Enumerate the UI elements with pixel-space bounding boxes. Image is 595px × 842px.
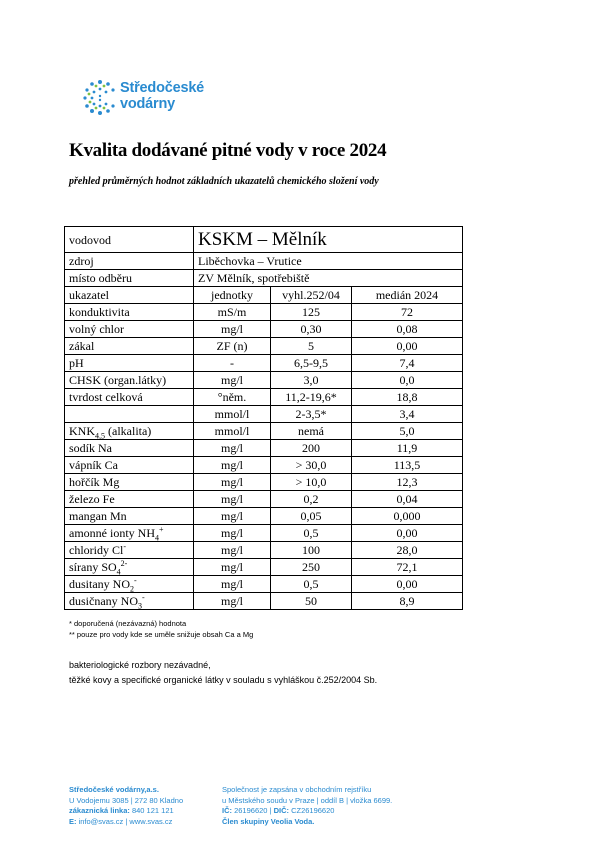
vodovod-label: vodovod [65,227,194,253]
parameter-name: dusičnany $NO_3^-$ [65,593,194,610]
quality-table [64,226,463,610]
page-subtitle: přehled průměrných hodnot základních ukazatelů chemického složení vody [69,176,379,187]
company-logo [80,78,240,118]
table-row [65,559,463,576]
parameter-unit: mg/l [194,321,271,338]
parameter-name: zákal [65,338,194,355]
page-title: Kvalita dodávané pitné vody v roce 2024 [69,140,387,161]
header-jednotky: jednotky [194,287,271,304]
parameter-unit: mg/l [194,576,271,593]
parameter-name: hořčík Mg [65,474,194,491]
footer-company-info [69,785,183,827]
logo-text [120,80,204,112]
parameter-unit: mg/l [194,508,271,525]
parameter-limit: 250 [271,559,352,576]
parameter-name: volný chlor [65,321,194,338]
parameter-median: 7,4 [352,355,463,372]
bakteriology-note [69,658,377,688]
parameter-unit: mmol/l [194,423,271,440]
table-row [65,406,463,423]
parameter-median: 3,4 [352,406,463,423]
parameter-unit: ZF (n) [194,338,271,355]
parameter-limit: 2-3,5* [271,406,352,423]
logo-line1: Středočeské [120,80,205,96]
parameter-unit: - [194,355,271,372]
footnotes [69,618,253,640]
parameter-unit: mg/l [194,372,271,389]
zdroj-row [65,253,463,270]
parameter-unit: mg/l [194,474,271,491]
parameter-name: sodík Na [65,440,194,457]
logo-line2: vodárny [120,96,176,112]
footer-address: U Vodojemu 3085 | 272 80 Kladno [69,795,184,805]
zdroj-value: Liběchovka – Vrutice [194,253,463,270]
table-row [65,440,463,457]
logo-dots-icon [80,78,120,118]
parameter-unit: mg/l [194,491,271,508]
parameter-limit: 125 [271,304,352,321]
table-row [65,525,463,542]
table-row [65,593,463,610]
parameter-name: amonné ionty $NH_4^+$ [65,525,194,542]
parameter-median: 72 [352,304,463,321]
table-row [65,304,463,321]
parameter-unit: mS/m [194,304,271,321]
parameter-median: 5,0 [352,423,463,440]
parameter-name: pH [65,355,194,372]
table-row [65,355,463,372]
parameter-median: 0,0 [352,372,463,389]
footnote-2: ** pouze pro vody kde se uměle snižuje obsah Ca a Mg [69,630,254,639]
parameter-median: 113,5 [352,457,463,474]
table-row [65,576,463,593]
footer-ids: IČ: 26196620 | DIČ: CZ26196620 [222,806,335,815]
header-row [65,287,463,304]
header-ukazatel: ukazatel [65,287,194,304]
parameter-median: 0,00 [352,338,463,355]
misto-label: místo odběru [65,270,194,287]
table-row [65,542,463,559]
parameter-median: 8,9 [352,593,463,610]
parameter-limit: > 10,0 [271,474,352,491]
bakt-line1: bakteriologické rozbory nezávadné, [69,660,211,670]
footer-registry-info [222,785,392,827]
parameter-median: 0,00 [352,576,463,593]
parameter-median: 72,1 [352,559,463,576]
parameter-unit: mg/l [194,525,271,542]
parameter-limit: 0,05 [271,508,352,525]
parameter-name: mangan Mn [65,508,194,525]
footnote-1: * doporučená (nezávazná) hodnota [69,619,187,628]
bakt-line2: těžké kovy a specifické organické látky v souladu s vyhláškou č.252/2004 Sb. [69,675,378,685]
parameter-limit: 50 [271,593,352,610]
parameter-name: sírany $SO_4^{2-}$ [65,559,194,576]
table-row [65,338,463,355]
parameter-limit: 0,2 [271,491,352,508]
parameter-limit: 5 [271,338,352,355]
parameter-unit: °něm. [194,389,271,406]
table-row [65,321,463,338]
parameter-name: $KNK_{4,5}$ (alkalita) [65,423,194,440]
header-median: medián 2024 [352,287,463,304]
parameter-unit: mg/l [194,593,271,610]
parameter-unit: mmol/l [194,406,271,423]
parameter-limit: 6,5-9,5 [271,355,352,372]
footer-registry-line1: Společnost je zapsána v obchodním rejstříku [222,785,372,794]
parameter-median: 0,000 [352,508,463,525]
parameter-name: dusitany $NO_2^-$ [65,576,194,593]
footer-company-name: Středočeské vodárny,a.s. [69,785,159,794]
footer-group: Člen skupiny Veolia Voda. [222,816,315,826]
parameter-limit: nemá [271,423,352,440]
header-limit: vyhl.252/04 [271,287,352,304]
parameter-median: 11,9 [352,440,463,457]
parameter-median: 18,8 [352,389,463,406]
parameter-name: tvrdost celková [65,389,194,406]
parameter-limit: > 30,0 [271,457,352,474]
parameter-median: 0,00 [352,525,463,542]
table-row [65,491,463,508]
parameter-median: 28,0 [352,542,463,559]
misto-value: ZV Mělník, spotřebiště [194,270,463,287]
zdroj-label: zdroj [65,253,194,270]
parameter-unit: mg/l [194,542,271,559]
parameter-median: 12,3 [352,474,463,491]
parameter-limit: 200 [271,440,352,457]
parameter-limit: 0,5 [271,525,352,542]
parameter-unit: mg/l [194,457,271,474]
table-row [65,508,463,525]
vodovod-value: KSKM – Mělník [194,227,463,253]
parameter-limit: 0,5 [271,576,352,593]
parameter-name: konduktivita [65,304,194,321]
parameter-limit: 100 [271,542,352,559]
parameter-name [65,406,194,423]
parameter-limit: 0,30 [271,321,352,338]
parameter-name: železo Fe [65,491,194,508]
table-row [65,423,463,440]
parameter-median: 0,04 [352,491,463,508]
vodovod-row [65,227,463,253]
parameter-name: CHSK (organ.látky) [65,372,194,389]
parameter-limit: 11,2-19,6* [271,389,352,406]
parameter-name: chloridy Cl- [65,542,194,559]
footer-registry-line2: u Městského soudu v Praze | oddíl B | vložka 6699. [222,795,393,805]
misto-row [65,270,463,287]
table-row [65,389,463,406]
table-row [65,457,463,474]
parameter-unit: mg/l [194,440,271,457]
parameter-unit: mg/l [194,559,271,576]
parameter-limit: 3,0 [271,372,352,389]
footer-contact: E: info@svas.cz | www.svas.cz [69,816,173,826]
table-row [65,474,463,491]
footer-hotline: zákaznická linka: 840 121 121 [69,806,174,815]
parameter-median: 0,08 [352,321,463,338]
table-row [65,372,463,389]
parameter-name: vápník Ca [65,457,194,474]
